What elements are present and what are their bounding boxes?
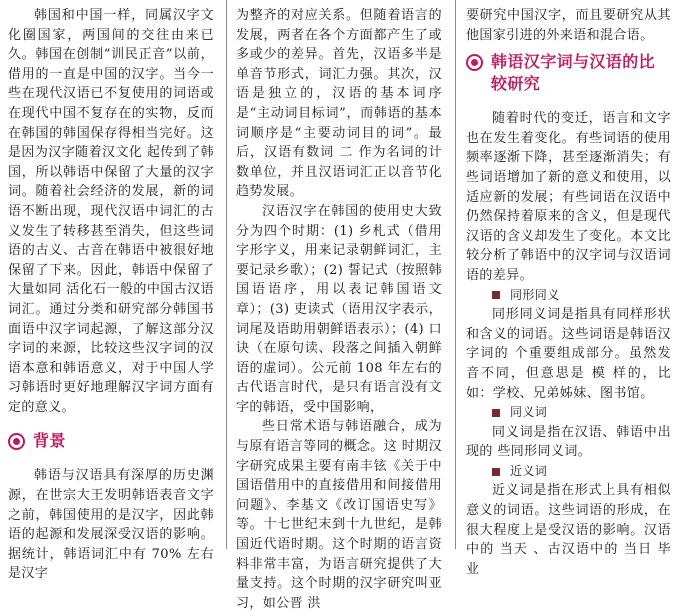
square-bullet-icon	[492, 291, 500, 299]
section-heading-text: 韩语汉字词与汉语的比较研究	[491, 52, 656, 94]
column-left	[8, 6, 214, 584]
square-bullet-icon	[492, 468, 500, 476]
research-paragraph: 些日常术语与韩语融合，成为与原有语言等同的概念。这 时期汉字研究成果主要有南丰铉《关于中国语借用中的直接借用和间接借用问题》、李基文《改订国语史写》等。十七世纪末到十九世纪，是韩国近代语时期。这个时期的语言资料非常丰富，为语言研究提供了大量支持。这个时期的汉字研究叫亚习，如公晋 洪	[236, 419, 442, 611]
section-heading-background	[8, 430, 214, 452]
square-bullet-icon	[492, 409, 500, 417]
same-form-paragraph: 同形同义词是指具有同样形状和含义的词语。这些词语是韩语汉字词的 个重要组成部分。虽然发音不同，但意思是 模 样的，比如：学校、兄弟姊妹、图书馆。	[466, 307, 671, 401]
synonym-paragraph: 同义词是指在汉语、韩语中出现的 些同形同义词。	[466, 424, 671, 460]
section-heading-text: 背景	[33, 431, 66, 451]
subheading-text: 同形同义	[510, 287, 560, 302]
near-synonym-paragraph: 近义词是指在形式上具有相似意义的词语。这些词语的形成，在很大程度上是受汉语的影响。汉语中的 当天 、古汉语中的 当日 毕业	[466, 483, 671, 577]
subheading-same-form	[466, 286, 671, 306]
target-icon	[466, 54, 483, 71]
subheading-synonym	[466, 403, 671, 423]
history-paragraph: 汉语汉字在韩国的使用史大致分为四个时期：(1) 乡札式（借用字形字义，用来记录朝鲜词汇，主要记录乡歌）；(2) 誓记式（按照韩国语语序，用以表记韩国语文章）；(3) 吏读式（语用汉字表示，词尾及语助用朝鲜语表示）；(4) 口诀（在原句读、段落之间插入朝鲜语的虚词）。公元前 108 年左右的古代语言时代，是只有语言没有文字的韩语，受中国影响，	[236, 203, 442, 415]
paragraph-continued: 为整齐的对应关系。但随着语言的发展，两者在各个方面都产生了或多或少的差异。首先，汉语多半是单音节形式，词汇力强。其次，汉语是独立的，汉语的基本词序是“主动词目标词”，而韩语的基本词顺序是“主要动词目的词”。最后，汉语有数词 二 作为名词的计数单位，并且汉语词汇正以音节化趋势发展。	[236, 8, 442, 200]
column-divider	[455, 0, 456, 549]
column-middle	[236, 6, 442, 613]
comparison-paragraph: 随着时代的变迁，语言和文字也在发生着变化。有些词语的使用频率逐渐下降，甚至逐渐消失；有些词语增加了新的意义和使用，以适应新的发展；有些词语在汉语中仍然保持着原来的含义，但是现代汉语的含义却发生了变化。本文比较分析了韩语中的汉字词与汉语词语的差异。	[466, 111, 671, 283]
column-right	[466, 6, 671, 579]
column-divider	[226, 0, 227, 549]
subheading-text: 近义词	[510, 463, 548, 478]
target-icon	[8, 433, 25, 450]
subheading-near-synonym	[466, 462, 671, 482]
section-heading-comparison	[466, 51, 671, 95]
subheading-text: 同义词	[510, 405, 548, 420]
paragraph-continued: 要研究中国汉字，而且要研究从其他国家引进的外来语和混合语。	[466, 8, 671, 43]
background-paragraph: 韩语与汉语具有深厚的历史渊源，在世宗大王发明韩语表音文字之前，韩国使用的是汉字，因此韩语的起源和发展深受汉语的影响。据统计，韩语词汇中有 70% 左右是汉字	[8, 468, 214, 582]
intro-paragraph: 韩国和中国一样，同属汉字文化圈国家，两国间的交往由来已久。韩国在创制“训民正音”以前，借用的一直是中国的汉字。当今一些在现代汉语已不复使用的词语或在现代中国不复存在的实物，反而在韩国的韩国保存得相当完好。这是因为汉字随着汉文化 起传到了韩国，所以韩语中保留了大量的汉字词。随着社会经济的发展，新的词语不断出现，现代汉语中词汇的古义发生了转移甚至消失，但这些词语的古义、古音在韩语中被很好地保留了下来。因此，韩语中保留了大量如同 活化石一般的中国古汉语词汇。通过分类和研究部分韩国书面语中汉字词起源，了解这部分汉字词的来源，比较这些汉字词的汉语本意和韩语意义，对于中国人学习韩语时更好地理解汉字词方面有 定的意义。	[8, 8, 214, 415]
